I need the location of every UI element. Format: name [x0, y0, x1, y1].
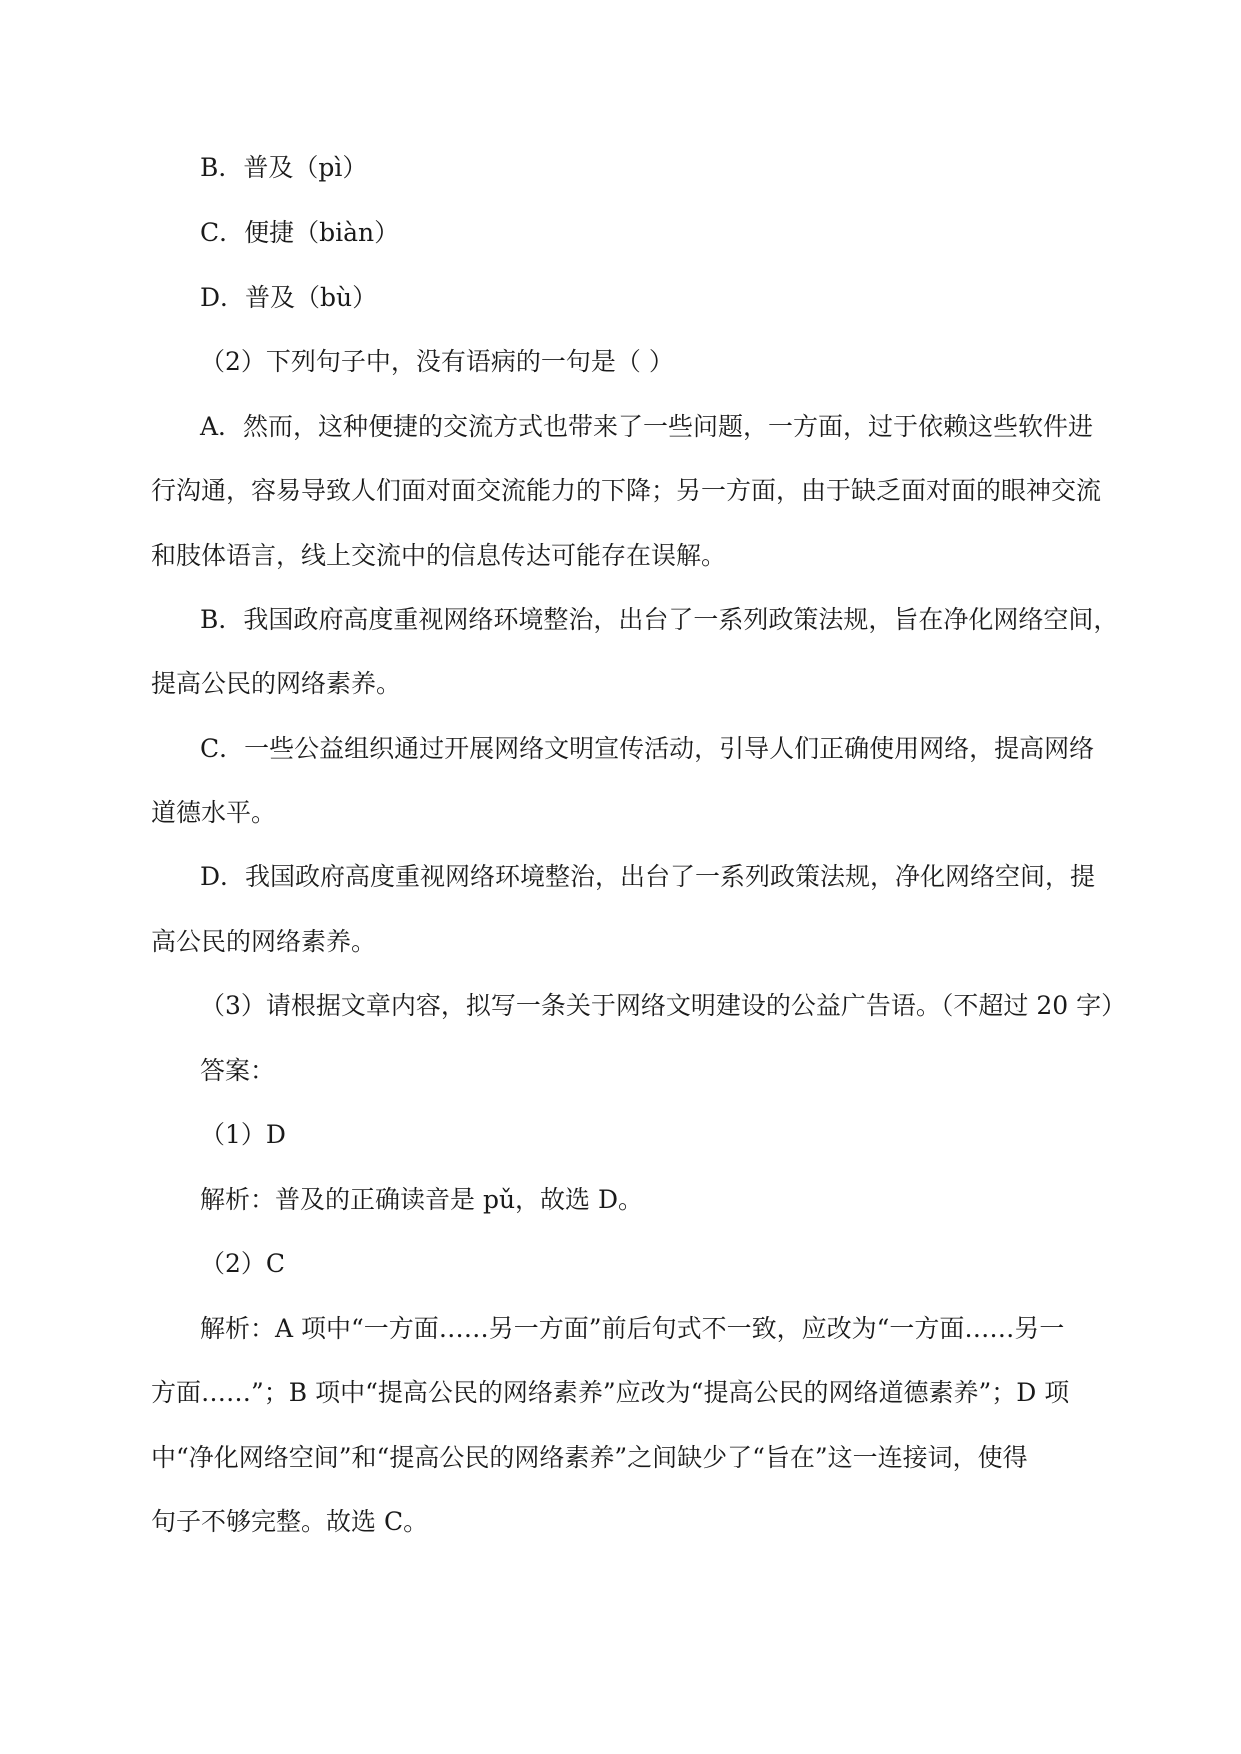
option-c-sentence-line-1: C．一些公益组织通过开展网络文明宣传活动，引导人们正确使用网络，提高网络 — [200, 734, 1095, 763]
answer-1: （1）D — [200, 1120, 286, 1149]
option-c-pronunciation: C．便捷（biàn） — [200, 218, 400, 247]
option-b-sentence-line-1: B．我国政府高度重视网络环境整治，出台了一系列政策法规，旨在净化网络空间， — [200, 605, 1119, 634]
analysis-2-line-3: 中“净化网络空间”和“提高公民的网络素养”之间缺少了“旨在”这一连接词，使得 — [151, 1443, 1028, 1472]
option-d-pronunciation: D．普及（bù） — [200, 283, 378, 312]
option-c-sentence-line-2: 道德水平。 — [151, 798, 277, 827]
option-a-sentence-line-2: 行沟通，容易导致人们面对面交流能力的下降；另一方面，由于缺乏面对面的眼神交流 — [151, 476, 1102, 505]
question-3-prompt: （3）请根据文章内容，拟写一条关于网络文明建设的公益广告语。（不超过 20 字） — [200, 991, 1127, 1020]
option-a-sentence-line-1: A．然而，这种便捷的交流方式也带来了一些问题，一方面，过于依赖这些软件进 — [200, 412, 1094, 441]
answer-heading: 答案： — [200, 1056, 276, 1085]
analysis-2-line-4: 句子不够完整。故选 C。 — [151, 1507, 429, 1536]
answer-2: （2）C — [200, 1249, 286, 1278]
question-2-prompt: （2）下列句子中，没有语病的一句是（ ） — [200, 347, 674, 376]
option-b-pronunciation: B．普及（pì） — [200, 153, 368, 182]
option-d-sentence-line-2: 高公民的网络素养。 — [151, 927, 377, 956]
option-d-sentence-line-1: D．我国政府高度重视网络环境整治，出台了一系列政策法规，净化网络空间，提 — [200, 862, 1096, 891]
analysis-1: 解析：普及的正确读音是 pǔ，故选 D。 — [200, 1185, 644, 1214]
analysis-2-line-1: 解析：A 项中“一方面……另一方面”前后句式不一致，应改为“一方面……另一 — [200, 1314, 1065, 1343]
option-a-sentence-line-3: 和肢体语言，线上交流中的信息传达可能存在误解。 — [151, 541, 727, 570]
option-b-sentence-line-2: 提高公民的网络素养。 — [151, 669, 402, 698]
analysis-2-line-2: 方面……”；B 项中“提高公民的网络素养”应改为“提高公民的网络道德素养”；D 项 — [151, 1378, 1070, 1407]
